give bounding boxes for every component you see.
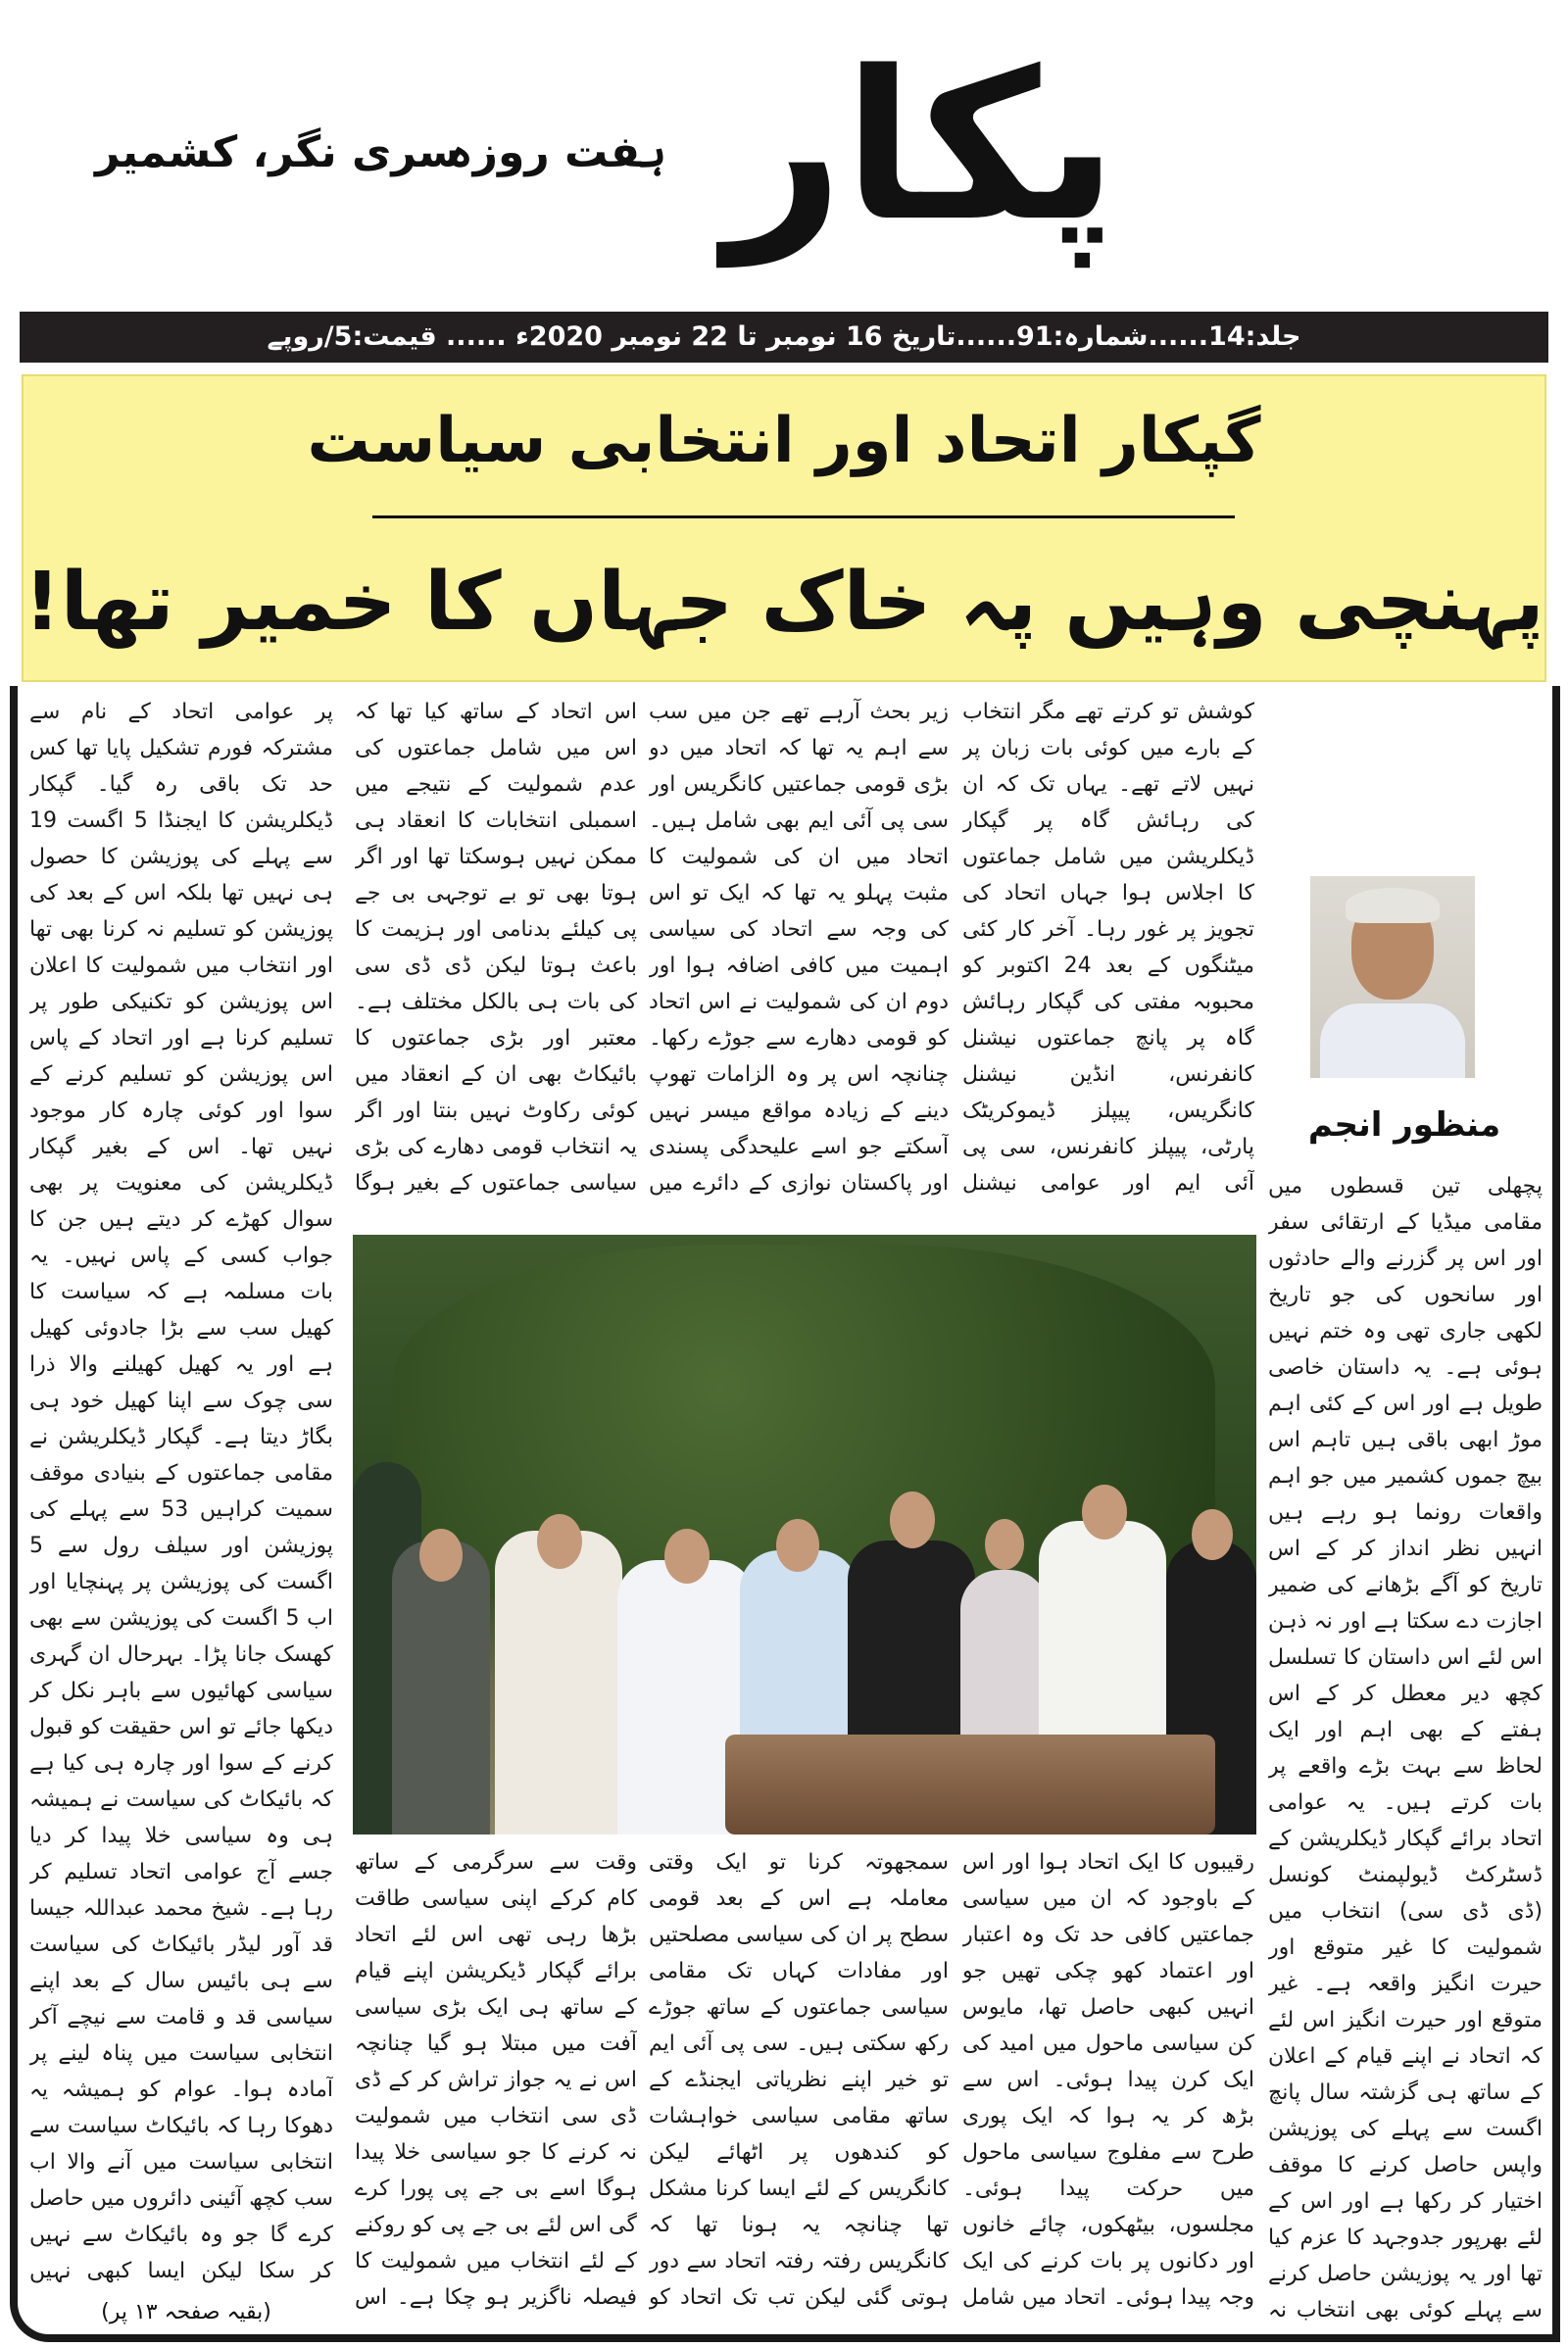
article-column-author: پچھلی تین قسطوں میں مقامی میڈیا کے ارتقائی سفر اور اس پر گزرنے والے حادثوں اور سانحوں کی جو تاریخ لکھی جاری تھی وہ ختم نہیں ہوئی ہے۔ یہ داستان خاصی طویل ہے اور اس کے کئی اہم موڑ ابھی باقی ہیں تاہم اس بیچ جموں کشمیر میں جو اہم واقعات رونما ہو رہے ہیں انہیں نظر انداز کر کے اس تاریخ کو آگے بڑھانے کی ضمیر اجازت دے سکتا ہے اور نہ ذہن اس لئے اس داستان کا تسلسل کچھ دیر معطل کر کے اس ہفتے کے بھی اہم اور ایک لحاظ سے بہت بڑے واقعے پر بات کرتے ہیں۔ یہ عوامی اتحاد برائے گپکار ڈیکلریشن کے ڈسٹرکٹ ڈیولپمنٹ کونسل (ڈی ڈی سی) انتخاب میں شمولیت کا غیر متوقع اور حیرت انگیز واقعہ ہے۔ غیر متوقع اور حیرت انگیز اس لئے کہ اتحاد نے اپنے قیام کے اعلان کے ساتھ ہی گزشتہ سال پانچ اگست سے پہلے کی پوزیشن واپس حاصل کرنے کا موقف اختیار کر رکھا ہے اور اس کے لئے بھرپور جدوجہد کا عزم کیا تھا اور یہ پوزیشن حاصل کرنے سے پہلے کوئی بھی انتخاب نہ [1268, 1174, 1543, 2323]
article-column-top-a: کوشش تو کرتے تھے مگر انتخاب کے بارے میں کوئی بات زبان پر نہیں لاتے تھے۔ یہاں تک کہ ان کی رہائش گاہ پر گپکار ڈیکلریشن میں شامل جماعتوں کا اجلاس ہوا جہاں اتحاد کی تجویز پر غور رہا۔ آخر کار کئی میٹنگوں کے بعد 24 اکتوبر کو محبوبہ مفتی کی گپکار رہائش گاہ پر پانچ جماعتوں نیشنل کانفرنس، انڈین نیشنل کانگریس، پیپلز ڈیموکریٹک پارٹی، پیپلز کانفرنس، سی پی آئی ایم اور عوامی نیشنل [962, 700, 1254, 1196]
article-column-bottom-a: رقیبوں کا ایک اتحاد ہوا اور اس کے باوجود کہ ان میں سیاسی جماعتیں کافی حد تک وہ اعتبار اور اعتماد کھو چکی تھیں جو انہیں کبھی حاصل تھا، مایوس کن سیاسی ماحول میں امید کی ایک کرن پیدا ہوئی۔ اس سے بڑھ کر یہ ہوا کہ ایک پوری طرح سے مفلوج سیاسی ماحول میں حرکت پیدا ہوئی۔ مجلسوں، بیٹھکوں، چائے خانوں اور دکانوں پر بات کرنے کی ایک وجہ پیدا ہوئی۔ اتحاد میں شامل [962, 1850, 1254, 2310]
issue-date-bar: جلد:14......شمارہ:91......تاریخ 16 نومبر تا 22 نومبر 2020ء ...... قیمت:5/روپے [20, 312, 1548, 363]
author-photo [1310, 876, 1475, 1078]
masthead-weekly-label: ہفت روزہ [447, 127, 666, 177]
author-name: منظور انجم [1307, 1105, 1501, 1145]
headline-divider [372, 515, 1235, 518]
masthead-logo: پکار [724, 26, 1118, 267]
headline-kicker: گپکار اتحاد اور انتخابی سیاست [307, 405, 1261, 477]
press-conference-photo [353, 1235, 1256, 1834]
article-column-bottom-b: سمجھوتہ کرنا تو ایک وقتی معاملہ ہے اس کے بعد قومی سطح پر ان کی سیاسی مصلحتیں اور مفادات کہاں تک مقامی سیاسی جماعتوں کے ساتھ جوڑے رکھ سکتی ہیں۔ سی پی آئی ایم تو خیر اپنے نظریاتی ایجنڈے کے ساتھ مقامی سیاسی خواہشات کو کندھوں پر اٹھائے لیکن کانگریس کے لئے ایسا کرنا مشکل تھا چنانچہ یہ ہونا تھا کہ کانگریس رفتہ رفتہ اتحاد سے دور ہوتی گئی لیکن تب تک اتحاد کو [649, 1850, 949, 2310]
article-column-top-c: اس اتحاد کے ساتھ کیا تھا کہ اس میں شامل جماعتوں کی عدم شمولیت کے نتیجے میں اسمبلی انتخابات کا انعقاد ہی ممکن نہیں ہوسکتا تھا اور اگر ہوتا بھی تو بے توجہی بی جے پی کیلئے بدنامی اور ہزیمت کا باعث ہوتا لیکن ڈی ڈی سی کی بات ہی بالکل مختلف ہے۔ معتبر اور بڑی جماعتوں کا بائیکاٹ بھی ان کے انعقاد میں کوئی رکاوٹ نہیں بنتا اور اگر یہ انتخاب قومی دھارے کی بڑی سیاسی جماعتوں کے بغیر ہوگا [355, 700, 637, 1196]
headline-title: پہنچی وہیں پہ خاک جہاں کا خمیر تھا! [24, 556, 1544, 649]
article-column-bottom-c: وقت سے سرگرمی کے ساتھ کام کرکے اپنی سیاسی طاقت بڑھا رہی تھی اس لئے اتحاد برائے گپکار ڈیکریشن اپنے قیام کے ساتھ ہی ایک بڑی سیاسی آفت میں مبتلا ہو گیا چنانچہ اس نے یہ جواز تراش کر کے ڈی ڈی سی انتخاب میں شمولیت نہ کرنے کا جو سیاسی خلا پیدا ہوگا اسے بی جے پی پورا کرے گی اس لئے بی جے پی کو روکنے کے لئے انتخاب میں شمولیت کا فیصلہ ناگزیر ہو چکا ہے۔ اس [355, 1850, 637, 2310]
article-column-top-b: زیر بحث آرہے تھے جن میں سب سے اہم یہ تھا کہ اتحاد میں دو بڑی قومی جماعتیں کانگریس اور سی پی آئی ایم بھی شامل ہیں۔ اتحاد میں ان کی شمولیت کا مثبت پہلو یہ تھا کہ ایک تو اس کی وجہ سے اتحاد کی سیاسی اہمیت میں کافی اضافہ ہوا اور دوم ان کی شمولیت نے اس اتحاد کو قومی دھارے سے جوڑے رکھا۔ چنانچہ اس پر وہ الزامات تھوپ دینے کے زیادہ مواقع میسر نہیں آسکتے جو اسے علیحدگی پسندی اور پاکستان نوازی کے دائرے میں [649, 700, 949, 1196]
masthead-city: سری نگر، کشمیر [95, 127, 461, 177]
continued-note: (بقیہ صفحہ ۱۳ پر) [101, 2300, 271, 2324]
article-column-left: پر عوامی اتحاد کے نام سے مشترکہ فورم تشکیل پایا تھا کس حد تک باقی رہ گیا۔ گپکار ڈیکلریشن کا ایجنڈا 5 اگست 19 سے پہلے کی پوزیشن کا حصول ہی نہیں تھا بلکہ اس کے بعد کی پوزیشن کو تسلیم نہ کرنا بھی تھا اور انتخاب میں شمولیت کا اعلان اس پوزیشن کو تکنیکی طور پر تسلیم کرنا ہے اور اتحاد کے پاس اس پوزیشن کو تسلیم کرنے کے سوا اور کوئی چارہ کار موجود نہیں تھا۔ اس کے بغیر گپکار ڈیکلریشن کی معنویت پر بھی سوال کھڑے کر دیتے ہیں جن کا جواب کسی کے پاس نہیں۔ یہ بات مسلمہ ہے کہ سیاست کا کھیل سب سے بڑا جادوئی کھیل ہے اور یہ کھیل کھیلنے والا ذرا سی چوک سے اپنا کھیل خود ہی بگاڑ دیتا ہے۔ گپکار ڈیکلریشن نے مقامی جماعتوں کے بنیادی موقف سمیت کراہیں 53 سے پہلے کی پوزیشن اور سیلف رول سے 5 اگست کی پوزیشن پر پہنچایا اور اب 5 اگست کی پوزیشن سے بھی کھسک جانا پڑا۔ بہرحال ان گہری سیاسی کھائیوں سے باہر نکل کر دیکھا جائے تو اس حقیقت کو قبول کرنے کے سوا اور چارہ ہی کیا ہے کہ بائیکاٹ کی سیاست نے ہمیشہ ہی وہ سیاسی خلا پیدا کر دیا جسے آج عوامی اتحاد تسلیم کر رہا ہے۔ شیخ محمد عبداللہ جیسا قد آور لیڈر بائیکاٹ کی سیاست سے ہی بائیس سال کے بعد اپنے سیاسی قد و قامت سے نیچے آکر انتخابی سیاست میں پناہ لینے پر آمادہ ہوا۔ عوام کو ہمیشہ یہ دھوکا رہا کہ بائیکاٹ سیاست سے انتخابی سیاست میں آنے والا اب سب کچھ آئینی دائروں میں حاصل کرے گا جو وہ بائیکاٹ سے نہیں کر سکا لیکن ایسا کبھی نہیں [29, 700, 333, 2283]
